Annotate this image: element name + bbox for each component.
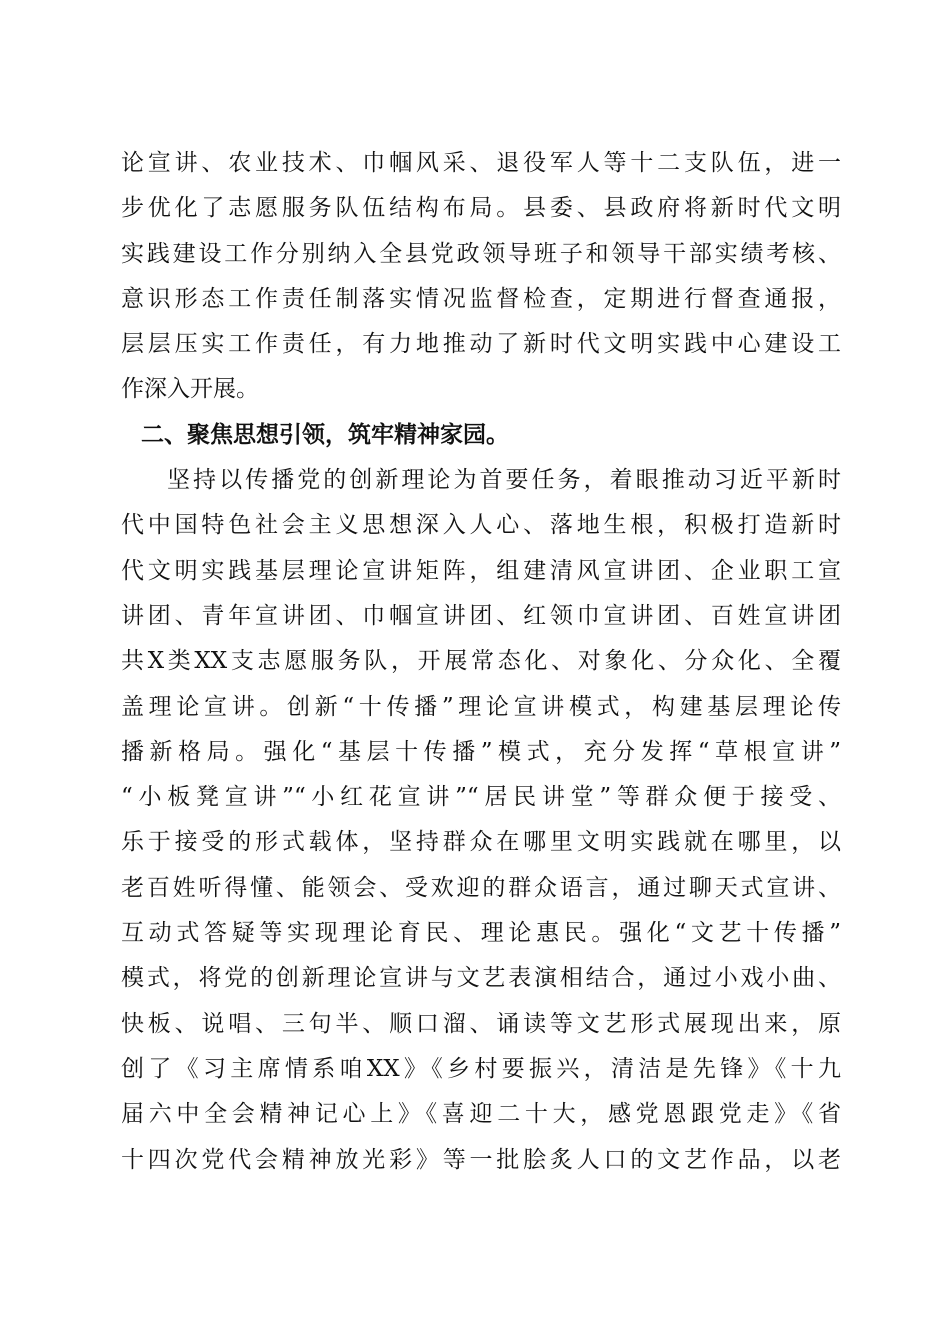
text-line: 论宣讲、农业技术、巾帼风采、退役军人等十二支队伍，进一 <box>121 150 841 176</box>
text-line: 代中国特色社会主义思想深入人心、落地生根，积极打造新时 <box>121 512 841 539</box>
text-line: 届六中全会精神记心上》《喜迎二十大，感党恩跟党走》《省 <box>121 1101 841 1128</box>
text-line: 乐于接受的形式载体，坚持群众在哪里文明实践就在哪里，以 <box>121 829 841 856</box>
text-line: 实践建设工作分别纳入全县党政领导班子和领导干部实绩考核、 <box>121 240 841 267</box>
text-line: 共X类XX支志愿服务队，开展常态化、对象化、分众化、全覆 <box>121 648 841 675</box>
text-line: 步优化了志愿服务队伍结构布局。县委、县政府将新时代文明 <box>121 195 841 222</box>
text-line: 快板、说唱、三句半、顺口溜、诵读等文艺形式展现出来，原 <box>121 1010 841 1037</box>
text-line: 十四次党代会精神放光彩》等一批脍炙人口的文艺作品，以老 <box>121 1146 841 1173</box>
text-line: 盖理论宣讲。创新“十传播”理论宣讲模式，构建基层理论传 <box>121 693 841 720</box>
text-line: 播新格局。强化“基层十传播”模式，充分发挥“草根宣讲” <box>121 738 841 765</box>
text-line: 意识形态工作责任制落实情况监督检查，定期进行督查通报， <box>121 285 841 312</box>
text-line: 代文明实践基层理论宣讲矩阵，组建清风宣讲团、企业职工宣 <box>121 557 841 584</box>
text-line: 层层压实工作责任，有力地推动了新时代文明实践中心建设工 <box>121 331 841 358</box>
document-body <box>121 141 841 1183</box>
text-line: 老百姓听得懂、能领会、受欢迎的群众语言，通过聊天式宣讲、 <box>121 874 841 901</box>
text-line: 讲团、青年宣讲团、巾帼宣讲团、红领巾宣讲团、百姓宣讲团 <box>121 602 841 629</box>
text-line: “小板凳宣讲”“小红花宣讲”“居民讲堂”等群众便于接受、 <box>121 784 841 811</box>
section-heading: 二、聚焦思想引领，筑牢精神家园。 <box>141 421 509 448</box>
text-line: 坚持以传播党的创新理论为首要任务，着眼推动习近平新时 <box>167 467 841 494</box>
text-line: 创了《习主席情系咱XX》《乡村要振兴，清洁是先锋》《十九 <box>121 1055 841 1082</box>
text-line: 模式，将党的创新理论宣讲与文艺表演相结合，通过小戏小曲、 <box>121 965 841 992</box>
text-line: 互动式答疑等实现理论育民、理论惠民。强化“文艺十传播” <box>121 920 841 947</box>
text-line: 作深入开展。 <box>121 376 259 403</box>
